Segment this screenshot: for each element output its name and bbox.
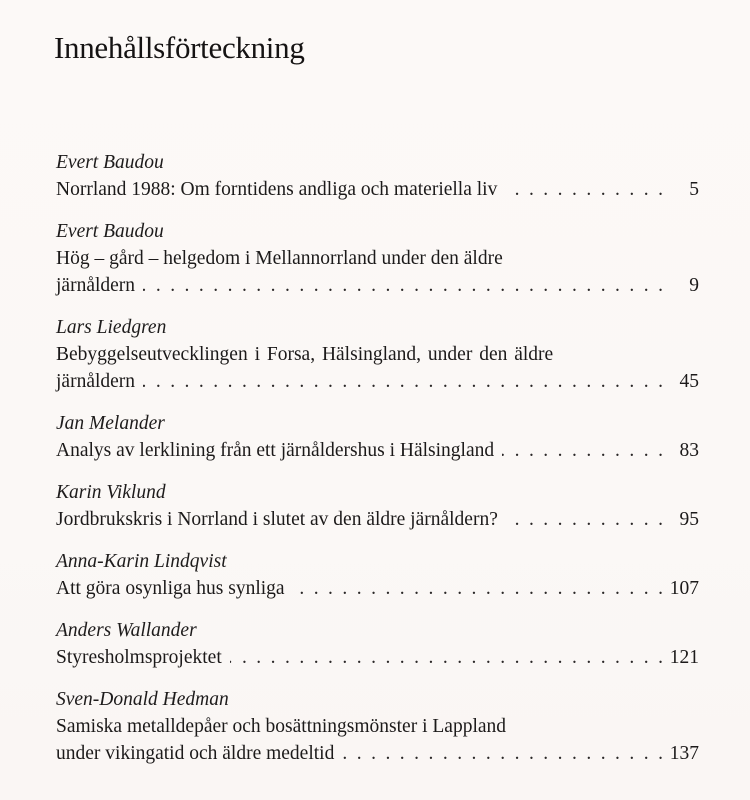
dot-leader bbox=[342, 740, 663, 767]
page-number: 137 bbox=[669, 743, 699, 764]
entry-author: Evert Baudou bbox=[56, 152, 164, 173]
toc-entry bbox=[56, 617, 699, 671]
page-title: Innehållsförteckning bbox=[54, 30, 305, 65]
entry-title-line[interactable] bbox=[56, 506, 699, 533]
page-number: 83 bbox=[679, 440, 699, 461]
entry-title-line bbox=[56, 341, 699, 368]
dot-leader bbox=[505, 176, 663, 203]
dot-leader bbox=[230, 644, 663, 671]
toc-entry bbox=[56, 410, 699, 464]
entry-title-continued: järnåldern bbox=[56, 275, 136, 296]
entry-title: Att göra osynliga hus synliga bbox=[56, 578, 285, 599]
entry-author: Sven-Donald Hedman bbox=[56, 689, 229, 710]
entry-title-line[interactable] bbox=[56, 437, 699, 464]
entry-author: Karin Viklund bbox=[56, 482, 166, 503]
page-number: 107 bbox=[669, 578, 699, 599]
entry-title-continued: under vikingatid och äldre medeltid bbox=[56, 743, 335, 764]
page-number: 9 bbox=[689, 275, 699, 296]
entry-title: Styresholmsprojektet bbox=[56, 647, 222, 668]
entry-title-line[interactable] bbox=[56, 272, 699, 299]
entry-author: Lars Liedgren bbox=[56, 317, 167, 338]
entry-title-line[interactable] bbox=[56, 575, 699, 602]
entry-author: Anders Wallander bbox=[56, 620, 197, 641]
page-number: 5 bbox=[689, 179, 699, 200]
entry-title-line[interactable] bbox=[56, 176, 699, 203]
entry-title: Jordbrukskris i Norrland i slutet av den äldre järnåldern? bbox=[56, 509, 498, 530]
entry-title-continued: järnåldern bbox=[56, 371, 136, 392]
dot-leader bbox=[143, 272, 663, 299]
toc-entry bbox=[56, 314, 699, 395]
dot-leader bbox=[293, 575, 663, 602]
entry-title: Hög – gård – helgedom i Mellannorrland under den äldre bbox=[56, 248, 503, 269]
entry-author: Anna-Karin Lindqvist bbox=[56, 551, 227, 572]
entry-title: Bebyggelseutvecklingen i Forsa, Hälsingland, under den äldre bbox=[56, 344, 554, 365]
entry-title-line[interactable] bbox=[56, 740, 699, 767]
entry-title: Norrland 1988: Om forntidens andliga och materiella liv bbox=[56, 179, 498, 200]
entry-title-line bbox=[56, 713, 699, 740]
toc-entry bbox=[56, 149, 699, 203]
toc-entry bbox=[56, 548, 699, 602]
entry-title: Analys av lerklining från ett järnåldershus i Hälsingland bbox=[56, 440, 495, 461]
table-of-contents bbox=[56, 149, 699, 767]
toc-entry bbox=[56, 218, 699, 299]
entry-author: Evert Baudou bbox=[56, 221, 164, 242]
entry-title-line[interactable] bbox=[56, 368, 699, 395]
entry-title-line[interactable] bbox=[56, 644, 699, 671]
dot-leader bbox=[506, 506, 663, 533]
entry-author: Jan Melander bbox=[56, 413, 165, 434]
page-number: 45 bbox=[679, 371, 699, 392]
dot-leader bbox=[143, 368, 663, 395]
toc-entry bbox=[56, 479, 699, 533]
toc-entry bbox=[56, 686, 699, 767]
entry-title: Samiska metalldepåer och bosättningsmönster i Lappland bbox=[56, 716, 507, 737]
dot-leader bbox=[502, 437, 663, 464]
page-number: 121 bbox=[669, 647, 699, 668]
entry-title-line bbox=[56, 245, 699, 272]
page-number: 95 bbox=[679, 509, 699, 530]
